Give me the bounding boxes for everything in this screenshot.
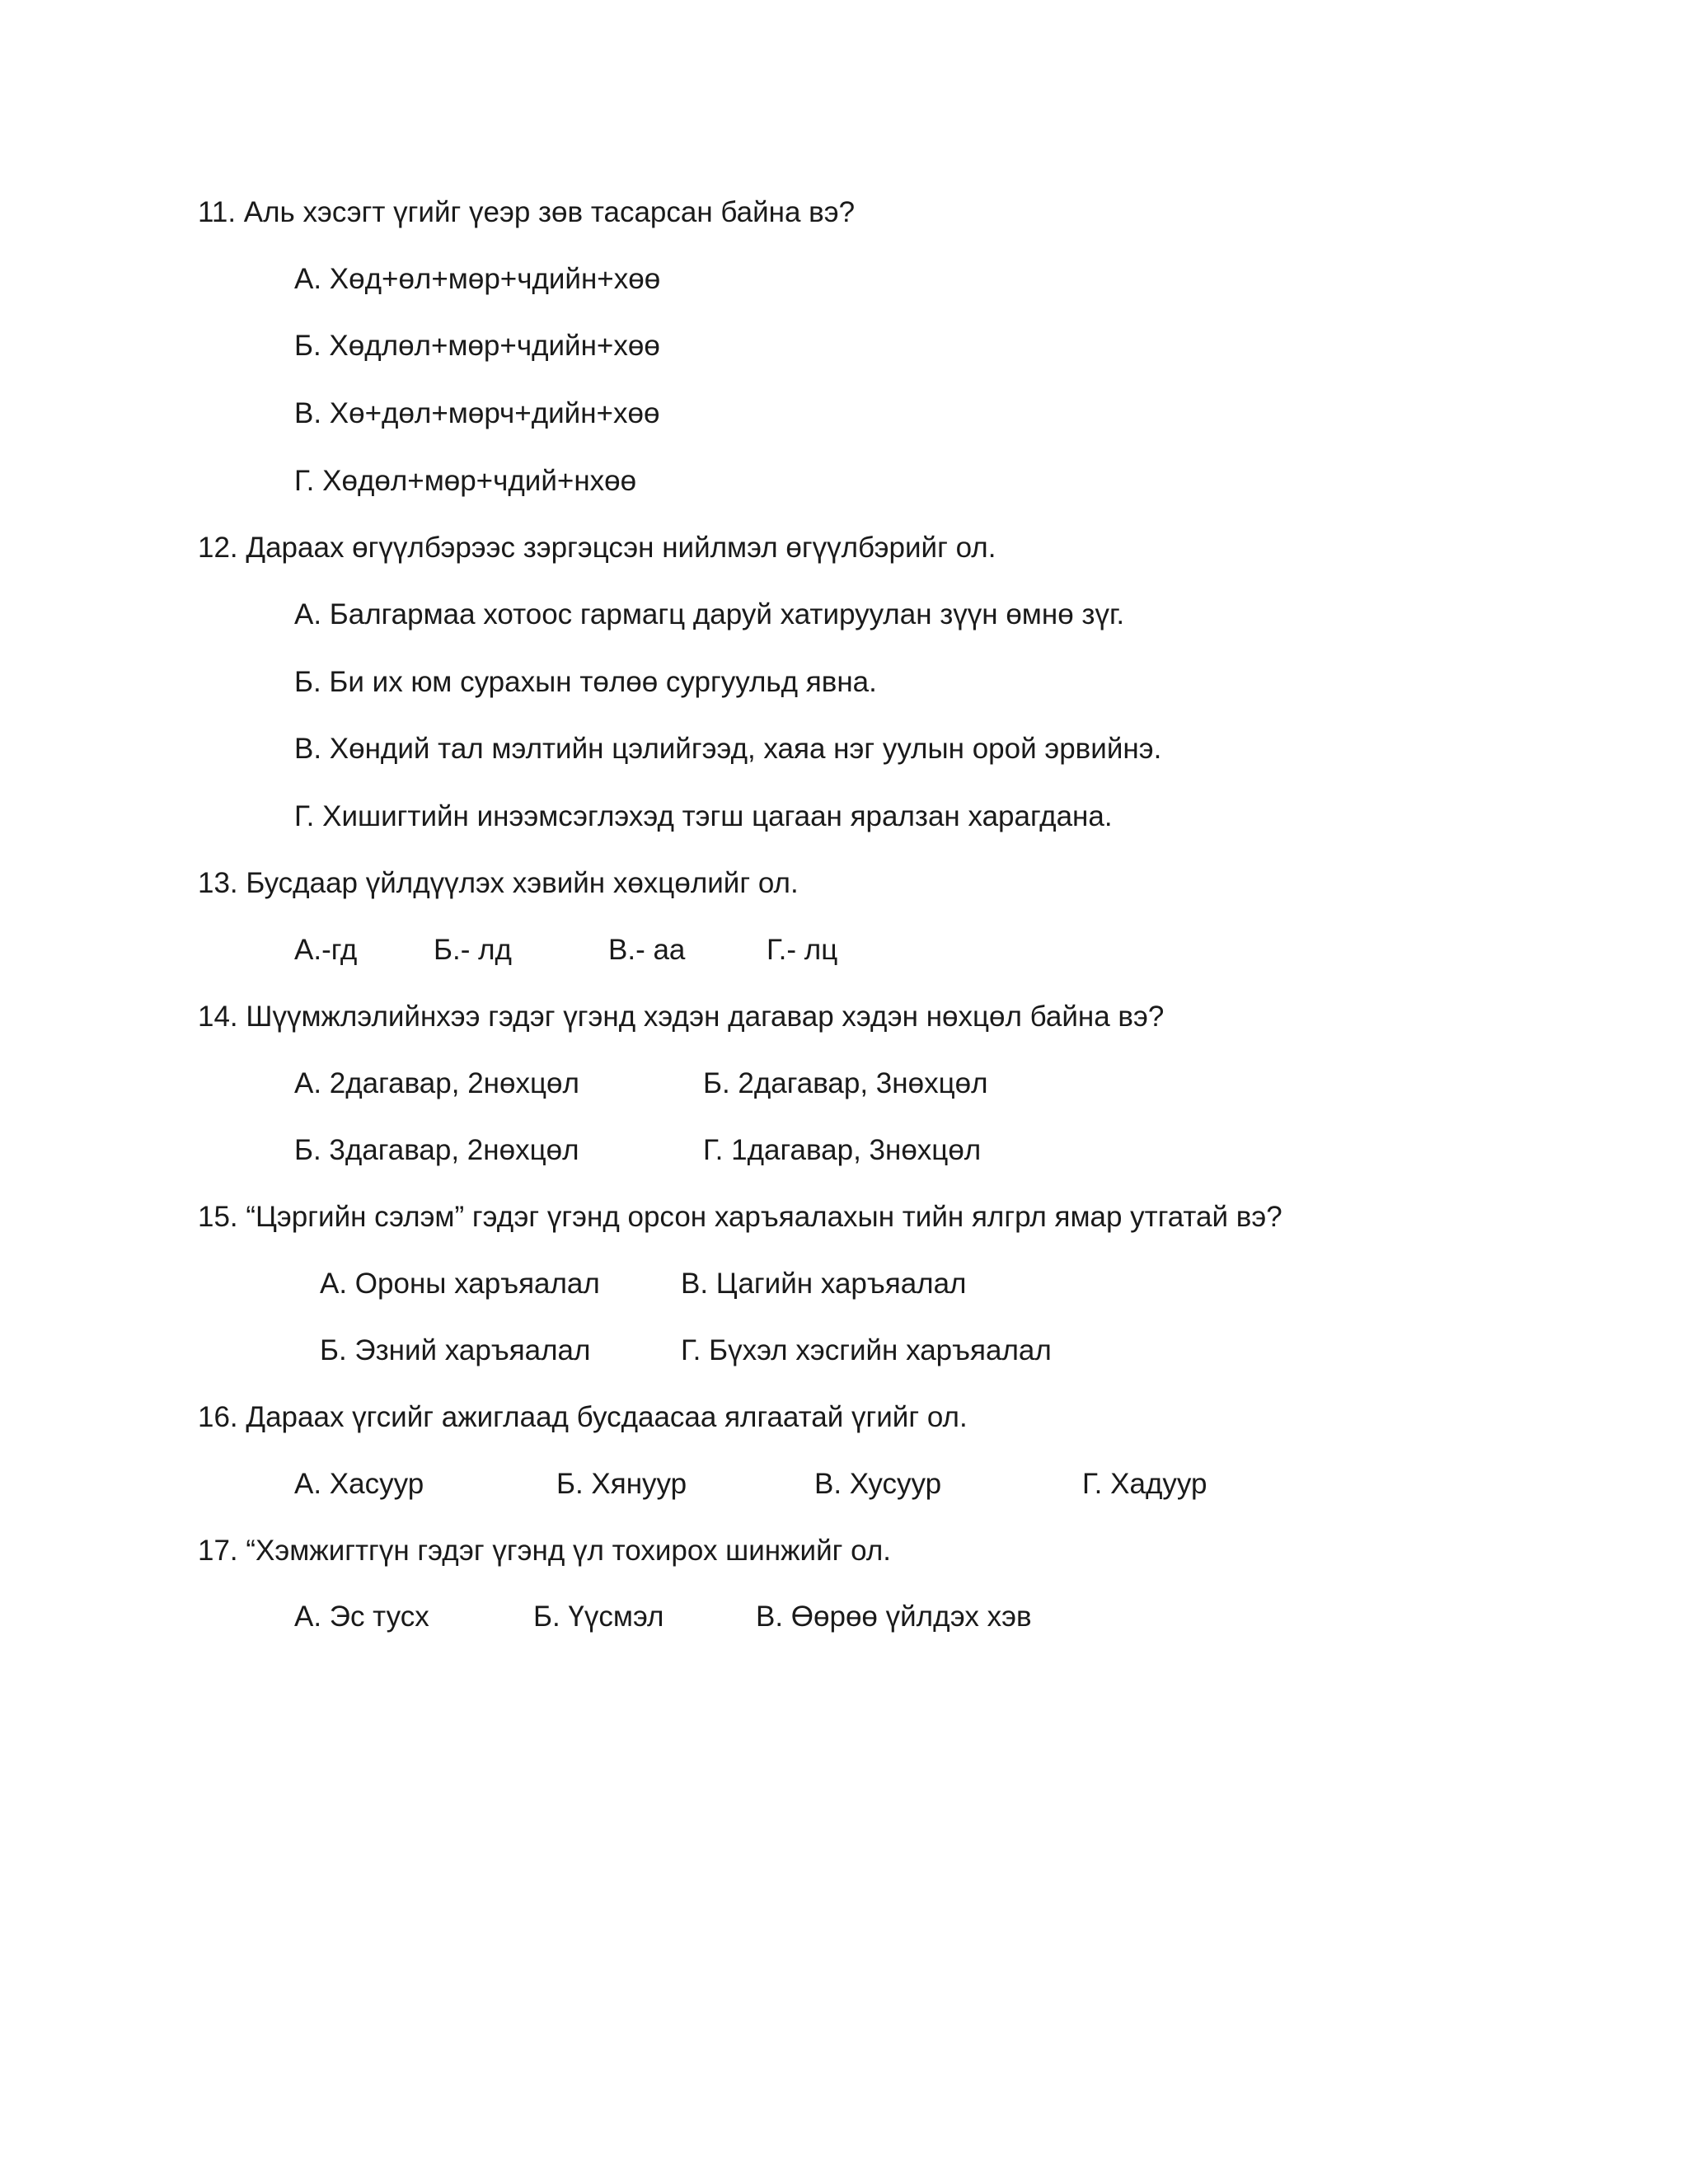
q13-option-c: В.- аа [608, 934, 686, 966]
question-16: 16. Дараах үгсийг ажиглаад бусдаасаа ялгаатай үгийг ол. [198, 1401, 968, 1433]
question-11: 11. Аль хэсэгт үгийг үеэр зөв тасарсан байна вэ? [198, 196, 856, 228]
q11-option-b: Б. Хөдлөл+мөр+чдийн+хөө [294, 330, 660, 362]
q15-option-d: Г. Бүхэл хэсгийн харъяалал [681, 1334, 1052, 1366]
q17-option-c: В. Өөрөө үйлдэх хэв [756, 1601, 1032, 1633]
q13-option-a: А.-гд [294, 934, 358, 966]
question-12: 12. Дараах өгүүлбэрээс зэргэцсэн нийлмэл өгүүлбэрийг ол. [198, 532, 996, 564]
q13-option-d: Г.- лц [767, 934, 838, 966]
q15-option-c: В. Цагийн харъяалал [681, 1268, 967, 1300]
q12-option-d: Г. Хишигтийн инээмсэглэхэд тэгш цагаан яралзан харагдана. [294, 800, 1113, 832]
q16-option-c: В. Хусуур [814, 1468, 942, 1500]
q16-option-b: Б. Хянуур [556, 1468, 687, 1500]
q15-option-b: Б. Эзний харъяалал [320, 1334, 591, 1366]
question-14: 14. Шүүмжлэлийнхээ гэдэг үгэнд хэдэн дагавар хэдэн нөхцөл байна вэ? [198, 1001, 1165, 1033]
q14-option-d: Г. 1дагавар, 3нөхцөл [703, 1134, 982, 1166]
q12-option-a: А. Балгармаа хотоос гармагц даруй хатируулан зүүн өмнө зүг. [294, 598, 1125, 630]
q11-option-c: В. Хө+дөл+мөрч+дийн+хөө [294, 397, 660, 429]
question-13: 13. Бусдаар үйлдүүлэх хэвийн хөхцөлийг ол. [198, 867, 799, 899]
q17-option-b: Б. Үүсмэл [533, 1601, 664, 1633]
question-17: 17. “Хэмжигтгүн гэдэг үгэнд үл тохирох шинжийг ол. [198, 1535, 891, 1567]
q17-option-a: А. Эс тусх [294, 1601, 429, 1633]
q16-option-d: Г. Хадуур [1082, 1468, 1207, 1500]
q14-option-a: А. 2дагавар, 2нөхцөл [294, 1067, 579, 1099]
q13-option-b: Б.- лд [434, 934, 512, 966]
q14-option-c: Б. 3дагавар, 2нөхцөл [294, 1134, 579, 1166]
q14-option-b: Б. 2дагавар, 3нөхцөл [703, 1067, 988, 1099]
q11-option-d: Г. Хөдөл+мөр+чдий+нхөө [294, 465, 637, 497]
q15-option-a: А. Ороны харъяалал [320, 1268, 600, 1300]
q11-option-a: А. Хөд+өл+мөр+чдийн+хөө [294, 263, 661, 295]
question-15: 15. “Цэргийн сэлэм” гэдэг үгэнд орсон харъяалахын тийн ялгрл ямар утгатай вэ? [198, 1201, 1282, 1233]
q12-option-b: Б. Би их юм сурахын төлөө сургуульд явна. [294, 666, 877, 698]
q12-option-c: В. Хөндий тал мэлтийн цэлийгээд, хаяа нэг уулын орой эрвийнэ. [294, 733, 1162, 765]
q16-option-a: А. Хасуур [294, 1468, 424, 1500]
